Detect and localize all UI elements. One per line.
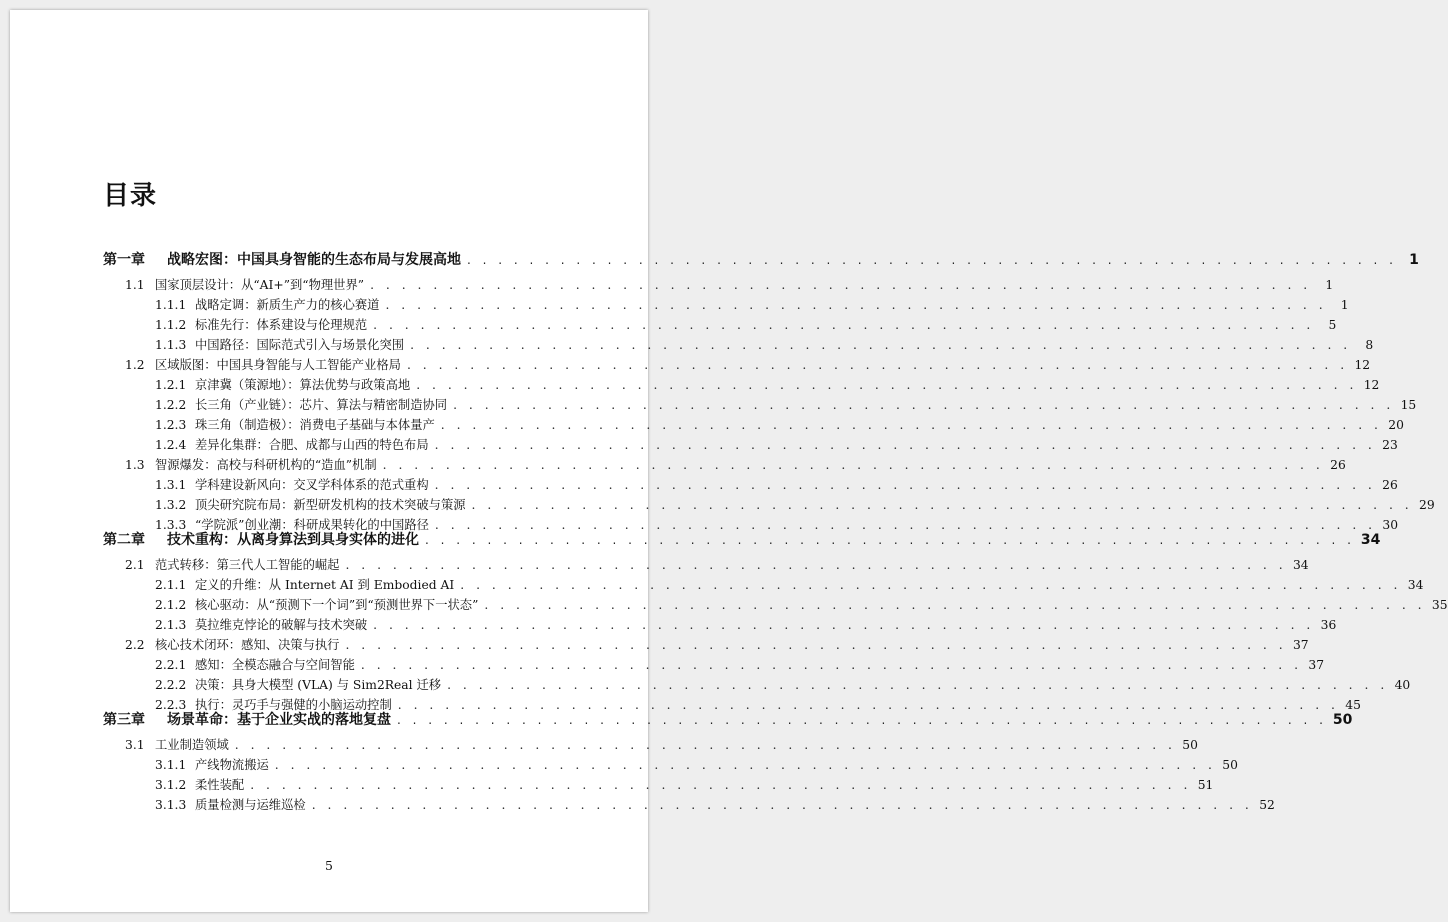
toc-entry-number: 2.1.1 [155, 578, 187, 592]
toc-entry-number: 3.1.3 [155, 798, 187, 812]
toc-entry-number: 1.3.3 [155, 518, 187, 532]
toc-entry-title: 顶尖研究院布局：新型研发机构的技术突破与策源 [195, 498, 466, 512]
toc-leader-dots: . . . . . . . . . . . . . . . . . . . . . . . . . . . . . . . . . . . . . . . . . . . . . . . . . . . . . . . . . . . . [471, 498, 1413, 512]
toc-entry-number: 1.1.1 [155, 298, 187, 312]
toc-entry-page: 5 [1328, 318, 1337, 332]
toc-leader-dots: . . . . . . . . . . . . . . . . . . . . . . . . . . . . . . . . . . . . . . . . . . . . . . . . . . . . . . . . . . . . [250, 778, 1192, 792]
toc-leader-dots: . . . . . . . . . . . . . . . . . . . . . . . . . . . . . . . . . . . . . . . . . . . . . . . . . . . . . . . . . . . . [274, 758, 1216, 772]
toc-entry-title: 战略宏图：中国具身智能的生态布局与发展高地 [167, 252, 461, 268]
toc-entry-number: 3.1 [125, 738, 145, 752]
toc-entry-number: 1.2 [125, 358, 145, 372]
toc-entry-section[interactable] [103, 736, 1198, 754]
toc-entry-title: 柔性装配 [195, 778, 245, 792]
toc-entry-page: 12 [1363, 378, 1380, 392]
toc-entry-number: 1.2.2 [155, 398, 187, 412]
toc-entry-page: 51 [1197, 778, 1214, 792]
toc-entry-subsection[interactable] [103, 316, 1337, 334]
toc-entry-number: 3.1.2 [155, 778, 187, 792]
toc-entry-number: 第二章 [103, 532, 145, 548]
toc-entry-title: 战略定调：新质生产力的核心赛道 [195, 298, 380, 312]
toc-entry-page: 34 [1407, 578, 1424, 592]
toc-entry-page: 1 [1340, 298, 1349, 312]
toc-entry-page: 37 [1292, 638, 1309, 652]
toc-entry-number: 2.2 [125, 638, 145, 652]
toc-entry-number: 2.2.1 [155, 658, 187, 672]
toc-entry-title: 长三角（产业链）：芯片、算法与精密制造协同 [195, 398, 448, 412]
toc-entry-number: 1.3.1 [155, 478, 187, 492]
toc-entry-number: 1.1 [125, 278, 145, 292]
toc-leader-dots: . . . . . . . . . . . . . . . . . . . . . . . . . . . . . . . . . . . . . . . . . . . . . . . . . . . . . . . . . . . . [440, 418, 1382, 432]
toc-entry-page: 26 [1382, 478, 1398, 492]
toc-entry-page: 26 [1330, 458, 1346, 472]
toc-leader-dots: . . . . . . . . . . . . . . . . . . . . . . . . . . . . . . . . . . . . . . . . . . . . . . . . . . . . . . . . . . . . [360, 658, 1303, 672]
toc-entry-subsection[interactable] [103, 576, 1424, 594]
toc-entry-section[interactable] [103, 456, 1346, 474]
toc-entry-title: 珠三角（制造极）：消费电子基础与本体量产 [195, 418, 435, 432]
toc-entry-page: 35 [1431, 598, 1448, 612]
toc-entry-title: 范式转移：第三代人工智能的崛起 [155, 558, 340, 572]
document-page [10, 10, 1448, 912]
toc-leader-dots: . . . . . . . . . . . . . . . . . . . . . . . . . . . . . . . . . . . . . . . . . . . . . . . . . . . . . . . . . . . . [416, 378, 1358, 392]
toc-entry-title: 技术重构：从离身算法到具身实体的进化 [167, 532, 419, 548]
toc-entry-subsection[interactable] [103, 336, 1374, 354]
toc-entry-page: 30 [1382, 518, 1399, 532]
toc-entry-subsection[interactable] [103, 796, 1275, 814]
toc-entry-page: 50 [1332, 712, 1353, 728]
toc-entry-title: 工业制造领域 [155, 738, 229, 752]
toc-entry-number: 1.1.2 [155, 318, 187, 332]
toc-entry-number: 1.2.4 [155, 438, 187, 452]
toc-entry-chapter[interactable] [103, 530, 1381, 550]
page-number: 5 [325, 858, 333, 873]
toc-entry-title: 学科建设新风向：交叉学科体系的范式重构 [195, 478, 429, 492]
toc-entry-title: 场景革命：基于企业实战的落地复盘 [167, 712, 391, 728]
toc-leader-dots: . . . . . . . . . . . . . . . . . . . . . . . . . . . . . . . . . . . . . . . . . . . . . . . . . . . . . . . . . . . . [447, 678, 1389, 692]
toc-entry-title: 智源爆发：高校与科研机构的“造血”机制 [155, 458, 377, 472]
toc-entry-page: 15 [1400, 398, 1417, 412]
toc-entry-title: 定义的升维：从 Internet AI 到 Embodied AI [195, 578, 455, 592]
toc-entry-subsection[interactable] [103, 776, 1214, 794]
toc-entry-number: 2.1 [125, 558, 145, 572]
toc-entry-subsection[interactable] [103, 476, 1398, 494]
toc-entry-number: 1.2.3 [155, 418, 187, 432]
toc-leader-dots: . . . . . . . . . . . . . . . . . . . . . . . . . . . . . . . . . . . . . . . . . . . . . . . . . . . . . . . . . . . . [460, 578, 1402, 592]
toc-leader-dots: . . . . . . . . . . . . . . . . . . . . . . . . . . . . . . . . . . . . . . . . . . . . . . . . . . . . . . . . . . . . [434, 438, 1376, 452]
toc-entry-subsection[interactable] [103, 616, 1337, 634]
toc-entry-title: 标准先行：体系建设与伦理规范 [195, 318, 368, 332]
toc-entry-subsection[interactable] [103, 596, 1448, 614]
toc-entry-title: 国家顶层设计：从“AI+”到“物理世界” [155, 278, 365, 292]
toc-title: 目录 [103, 181, 158, 211]
toc-entry-chapter[interactable] [103, 710, 1353, 730]
toc-leader-dots: . . . . . . . . . . . . . . . . . . . . . . . . . . . . . . . . . . . . . . . . . . . . . . . . . . . . . . . . . . . . [345, 558, 1287, 572]
toc-entry-title: 京津冀（策源地）：算法优势与政策高地 [195, 378, 411, 392]
toc-leader-dots: . . . . . . . . . . . . . . . . . . . . . . . . . . . . . . . . . . . . . . . . . . . . . . . . . . . . . . . . . . . . [382, 458, 1324, 472]
toc-entry-number: 第三章 [103, 712, 145, 728]
toc-leader-dots: . . . . . . . . . . . . . . . . . . . . . . . . . . . . . . . . . . . . . . . . . . . . . . . . . . . . . . . . . . . . [370, 278, 1312, 292]
toc-entry-section[interactable] [103, 276, 1334, 294]
toc-entry-page: 52 [1259, 798, 1275, 812]
toc-leader-dots: . . . . . . . . . . . . . . . . . . . . . . . . . . . . . . . . . . . . . . . . . . . . . . . . . . . . . . . . . . . . [373, 318, 1315, 332]
toc-entry-title: 核心驱动：从“预测下一个词”到“预测世界下一状态” [195, 598, 479, 612]
toc-entry-page: 50 [1182, 738, 1198, 752]
toc-leader-dots: . . . . . . . . . . . . . . . . . . . . . . . . . . . . . . . . . . . . . . . . . . . . . . . . . . . . . . . . . . . . [425, 533, 1355, 547]
toc-entry-number: 1.1.3 [155, 338, 187, 352]
toc-entry-page: 8 [1365, 338, 1374, 352]
toc-entry-page: 50 [1222, 758, 1238, 772]
toc-entry-subsection[interactable] [103, 676, 1411, 694]
toc-entry-subsection[interactable] [103, 296, 1349, 314]
toc-entry-number: 2.2.3 [155, 698, 187, 712]
toc-entry-title: 差异化集群：合肥、成都与山西的特色布局 [195, 438, 429, 452]
toc-entry-subsection[interactable] [103, 436, 1398, 454]
toc-leader-dots: . . . . . . . . . . . . . . . . . . . . . . . . . . . . . . . . . . . . . . . . . . . . . . . . . . . . . . . . . . . . [373, 618, 1315, 632]
toc-leader-dots: . . . . . . . . . . . . . . . . . . . . . . . . . . . . . . . . . . . . . . . . . . . . . . . . . . . . . . . . . . . . [467, 253, 1397, 267]
toc-entry-title: 莫拉维克悖论的破解与技术突破 [195, 618, 368, 632]
toc-leader-dots: . . . . . . . . . . . . . . . . . . . . . . . . . . . . . . . . . . . . . . . . . . . . . . . . . . . . . . . . . . . . [385, 298, 1327, 312]
toc-entry-page: 40 [1394, 678, 1411, 692]
toc-entry-title: 产线物流搬运 [195, 758, 269, 772]
toc-entry-number: 第一章 [103, 252, 145, 268]
toc-entry-title: 执行：灵巧手与强健的小脑运动控制 [195, 698, 392, 712]
toc-leader-dots: . . . . . . . . . . . . . . . . . . . . . . . . . . . . . . . . . . . . . . . . . . . . . . . . . . . . . . . . . . . . [434, 518, 1377, 532]
toc-entry-number: 3.1.1 [155, 758, 187, 772]
toc-entry-number: 1.3.2 [155, 498, 187, 512]
toc-leader-dots: . . . . . . . . . . . . . . . . . . . . . . . . . . . . . . . . . . . . . . . . . . . . . . . . . . . . . . . . . . . . [311, 798, 1253, 812]
toc-entry-page: 34 [1292, 558, 1309, 572]
toc-entry-title: 质量检测与运维巡检 [195, 798, 306, 812]
toc-leader-dots: . . . . . . . . . . . . . . . . . . . . . . . . . . . . . . . . . . . . . . . . . . . . . . . . . . . . . . . . . . . . [397, 713, 1327, 727]
toc-entry-page: 1 [1409, 252, 1419, 268]
toc-leader-dots: . . . . . . . . . . . . . . . . . . . . . . . . . . . . . . . . . . . . . . . . . . . . . . . . . . . . . . . . . . . . [453, 398, 1395, 412]
toc-leader-dots: . . . . . . . . . . . . . . . . . . . . . . . . . . . . . . . . . . . . . . . . . . . . . . . . . . . . . . . . . . . . [434, 478, 1376, 492]
toc-entry-page: 12 [1354, 358, 1371, 372]
toc-entry-page: 1 [1325, 278, 1334, 292]
toc-leader-dots: . . . . . . . . . . . . . . . . . . . . . . . . . . . . . . . . . . . . . . . . . . . . . . . . . . . . . . . . . . . . [410, 338, 1352, 352]
toc-entry-page: 45 [1345, 698, 1361, 712]
toc-entry-title: “学院派”创业潮：科研成果转化的中国路径 [195, 518, 429, 532]
toc-entry-number: 2.1.2 [155, 598, 187, 612]
toc-entry-subsection[interactable] [103, 756, 1238, 774]
toc-entry-subsection[interactable] [103, 656, 1325, 674]
toc-entry-page: 36 [1320, 618, 1337, 632]
toc-entry-title: 区域版图：中国具身智能与人工智能产业格局 [155, 358, 401, 372]
toc-entry-subsection[interactable] [103, 416, 1404, 434]
toc-entry-number: 1.3 [125, 458, 145, 472]
toc-entry-title: 核心技术闭环：感知、决策与执行 [155, 638, 340, 652]
toc-leader-dots: . . . . . . . . . . . . . . . . . . . . . . . . . . . . . . . . . . . . . . . . . . . . . . . . . . . . . . . . . . . . [345, 638, 1287, 652]
toc-entry-page: 37 [1308, 658, 1325, 672]
toc-entry-chapter[interactable] [103, 250, 1419, 270]
toc-entry-title: 中国路径：国际范式引入与场景化突围 [195, 338, 405, 352]
toc-entry-number: 2.2.2 [155, 678, 187, 692]
toc-leader-dots: . . . . . . . . . . . . . . . . . . . . . . . . . . . . . . . . . . . . . . . . . . . . . . . . . . . . . . . . . . . . [484, 598, 1426, 612]
toc-entry-section[interactable] [103, 636, 1309, 654]
toc-entry-page: 23 [1382, 438, 1398, 452]
toc-entry-page: 29 [1419, 498, 1435, 512]
toc-entry-number: 2.1.3 [155, 618, 187, 632]
toc-leader-dots: . . . . . . . . . . . . . . . . . . . . . . . . . . . . . . . . . . . . . . . . . . . . . . . . . . . . . . . . . . . . [234, 738, 1176, 752]
toc-entry-subsection[interactable] [103, 396, 1417, 414]
toc-entry-title: 决策：具身大模型 (VLA) 与 Sim2Real 迁移 [195, 678, 442, 692]
toc-entry-page: 20 [1388, 418, 1404, 432]
toc-entry-title: 感知：全模态融合与空间智能 [195, 658, 355, 672]
toc-entry-page: 34 [1360, 532, 1381, 548]
toc-entry-subsection[interactable] [103, 496, 1435, 514]
toc-entry-number: 1.2.1 [155, 378, 187, 392]
toc-leader-dots: . . . . . . . . . . . . . . . . . . . . . . . . . . . . . . . . . . . . . . . . . . . . . . . . . . . . . . . . . . . . [406, 358, 1349, 372]
toc-entry-section[interactable] [103, 356, 1371, 374]
toc-leader-dots: . . . . . . . . . . . . . . . . . . . . . . . . . . . . . . . . . . . . . . . . . . . . . . . . . . . . . . . . . . . . [397, 698, 1339, 712]
toc-entry-subsection[interactable] [103, 376, 1380, 394]
toc-entry-section[interactable] [103, 556, 1309, 574]
